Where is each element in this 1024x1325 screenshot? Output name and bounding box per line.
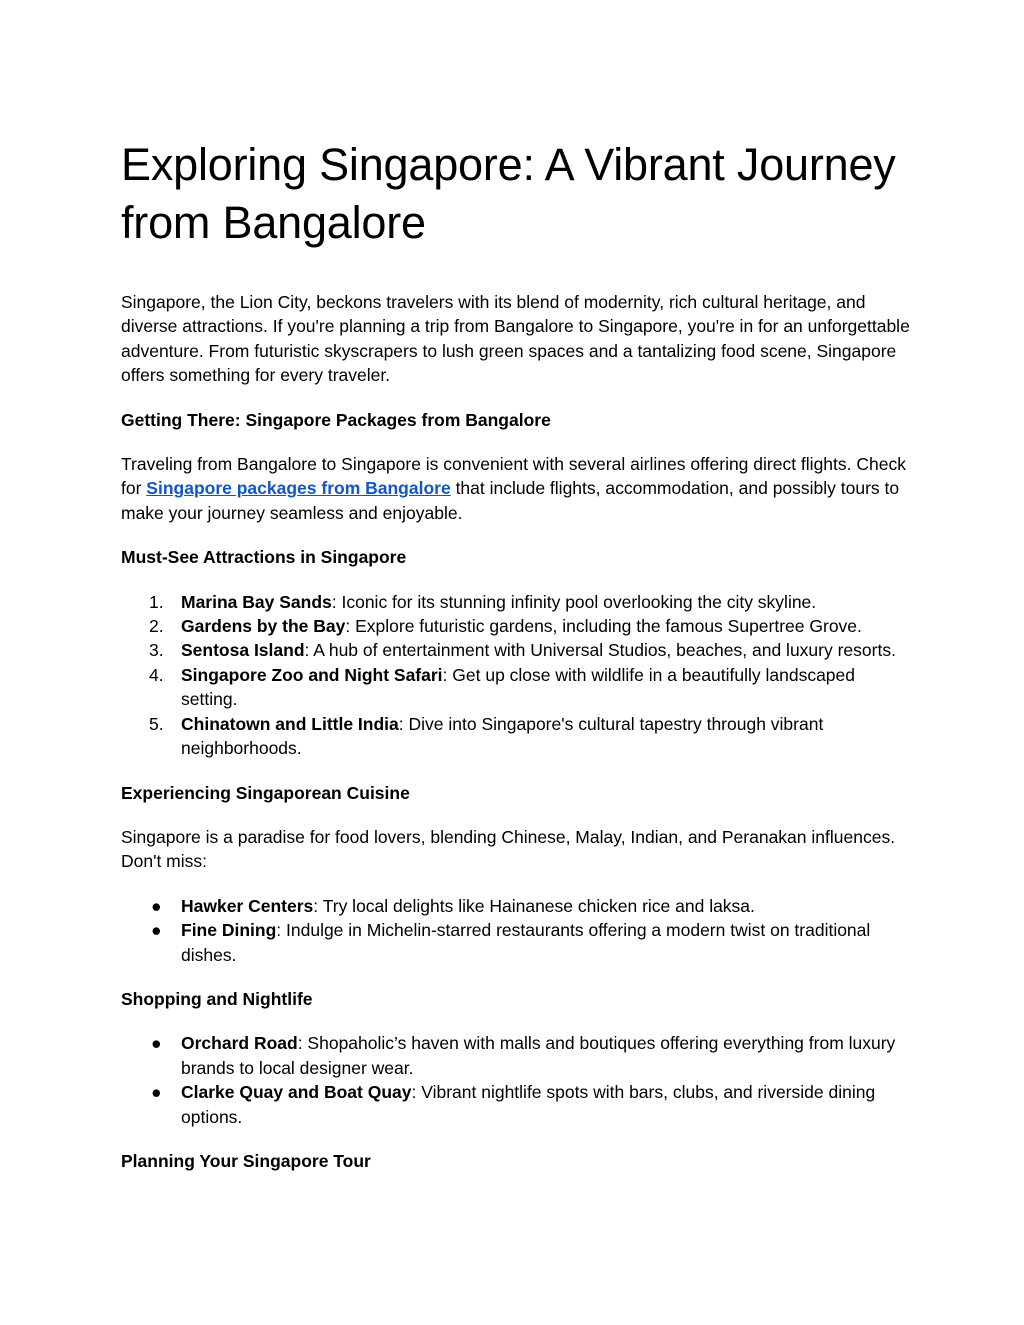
cuisine-name: Fine Dining	[181, 920, 277, 941]
shopping-heading: Shopping and Nightlife	[121, 988, 313, 1009]
document-title: Exploring Singapore: A Vibrant Journey from Bangalore	[121, 139, 896, 248]
list-item	[121, 638, 911, 662]
shopping-desc: : Shopaholic’s haven with malls and boutiques offering everything from luxury brands to local designer wear.	[181, 1033, 896, 1078]
cuisine-desc: : Indulge in Michelin-starred restaurants offering a modern twist on traditional dishes.	[181, 920, 871, 965]
list-item	[121, 918, 911, 967]
getting-there-text-after: that include flights, accommodation, and possibly tours to make your journey seamless and enjoyable.	[121, 478, 900, 523]
bullet-icon: ●	[151, 895, 162, 916]
list-number: 5.	[149, 713, 164, 734]
list-item	[121, 663, 911, 712]
list-item	[121, 1031, 911, 1080]
cuisine-list	[121, 894, 911, 967]
list-item	[121, 614, 911, 638]
shopping-name: Orchard Road	[181, 1033, 298, 1054]
list-number: 3.	[149, 640, 164, 661]
attraction-name: Singapore Zoo and Night Safari	[181, 664, 443, 685]
cuisine-desc: : Try local delights like Hainanese chicken rice and laksa.	[313, 895, 755, 916]
shopping-name: Clarke Quay and Boat Quay	[181, 1082, 412, 1103]
list-number: 4.	[149, 664, 164, 685]
getting-there-heading: Getting There: Singapore Packages from Bangalore	[121, 409, 551, 430]
document-page	[121, 136, 911, 1173]
list-item	[121, 590, 911, 614]
attraction-name: Marina Bay Sands	[181, 591, 332, 612]
shopping-desc: : Vibrant nightlife spots with bars, clubs, and riverside dining options.	[181, 1082, 876, 1127]
bullet-icon: ●	[151, 920, 162, 941]
planning-heading: Planning Your Singapore Tour	[121, 1150, 371, 1171]
attraction-name: Sentosa Island	[181, 640, 305, 661]
singapore-packages-link[interactable]: Singapore packages from Bangalore	[146, 478, 451, 499]
list-number: 2.	[149, 616, 164, 637]
shopping-list	[121, 1031, 911, 1129]
attractions-heading: Must-See Attractions in Singapore	[121, 547, 407, 568]
cuisine-heading: Experiencing Singaporean Cuisine	[121, 782, 410, 803]
bullet-icon: ●	[151, 1033, 162, 1054]
list-item	[121, 1080, 911, 1129]
cuisine-name: Hawker Centers	[181, 895, 314, 916]
attraction-desc: : Dive into Singapore's cultural tapestry through vibrant neighborhoods.	[181, 713, 824, 759]
getting-there-text-before: Traveling from Bangalore to Singapore is convenient with several airlines offering direct flights. Check for	[121, 454, 906, 499]
cuisine-paragraph: Singapore is a paradise for food lovers, blending Chinese, Malay, Indian, and Peranakan influences. Don't miss:	[121, 826, 896, 872]
attraction-name: Chinatown and Little India	[181, 713, 399, 734]
intro-paragraph: Singapore, the Lion City, beckons travelers with its blend of modernity, rich cultural heritage, and diverse attractions. If you're planning a trip from Bangalore to Singapore, you're in for an unforgettable adventure. From futuristic skyscrapers to lush green spaces and a tantalizing food scene, Singapore offers something for every traveler.	[121, 292, 910, 386]
list-number: 1.	[149, 591, 164, 612]
attraction-desc: : A hub of entertainment with Universal Studios, beaches, and luxury resorts.	[304, 640, 896, 661]
list-item	[121, 894, 911, 918]
getting-there-paragraph	[121, 452, 911, 525]
attraction-name: Gardens by the Bay	[181, 616, 346, 637]
bullet-icon: ●	[151, 1082, 162, 1103]
attractions-list	[121, 590, 911, 761]
list-item	[121, 712, 911, 761]
attraction-desc: : Iconic for its stunning infinity pool overlooking the city skyline.	[331, 591, 817, 612]
attraction-desc: : Get up close with wildlife in a beautifully landscaped setting.	[181, 664, 856, 710]
attraction-desc: : Explore futuristic gardens, including the famous Supertree Grove.	[345, 616, 862, 637]
